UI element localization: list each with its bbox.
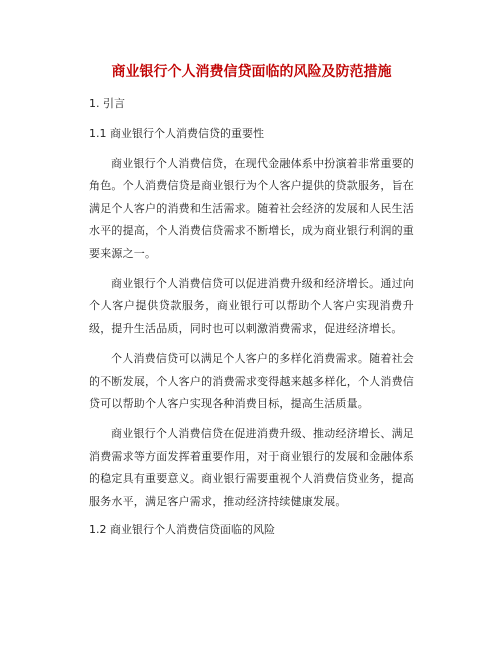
section-heading-1-1: 1.1 商业银行个人消费信贷的重要性 (89, 127, 264, 140)
document-title: 商业银行个人消费信贷面临的风险及防范措施 (111, 64, 392, 80)
body-paragraph: 商业银行个人消费信贷，在现代金融体系中扮演着非常重要的角色。个人消费信贷是商业银行为个人客户提供的贷款服务，旨在满足个人客户的消费和生活需求。随着社会经济的发展和人民生活水平的提高，个人消费信贷需求不断增长，成为商业银行利润的重要来源之一。 (89, 157, 414, 260)
body-paragraph: 个人消费信贷可以满足个人客户的多样化消费需求。随着社会的不断发展，个人客户的消费需求变得越来越多样化，个人消费信贷可以帮助个人客户实现各种消费目标，提高生活质量。 (89, 352, 414, 411)
section-heading-1-2: 1.2 商业银行个人消费信贷面临的风险 (89, 523, 275, 537)
body-paragraph: 商业银行个人消费信贷可以促进消费升级和经济增长。通过向个人客户提供贷款服务，商业银行可以帮助个人客户实现消费升级，提升生活品质，同时也可以刺激消费需求，促进经济增长。 (89, 277, 414, 335)
body-paragraph: 商业银行个人消费信贷在促进消费升级、推动经济增长、满足消费需求等方面发挥着重要作用，对于商业银行的发展和金融体系的稳定具有重要意义。商业银行需要重视个人消费信贷业务，提高服务水平，满足客户需求，推动经济持续健康发展。 (89, 427, 414, 508)
section-heading-1: 1. 引言 (89, 97, 125, 110)
